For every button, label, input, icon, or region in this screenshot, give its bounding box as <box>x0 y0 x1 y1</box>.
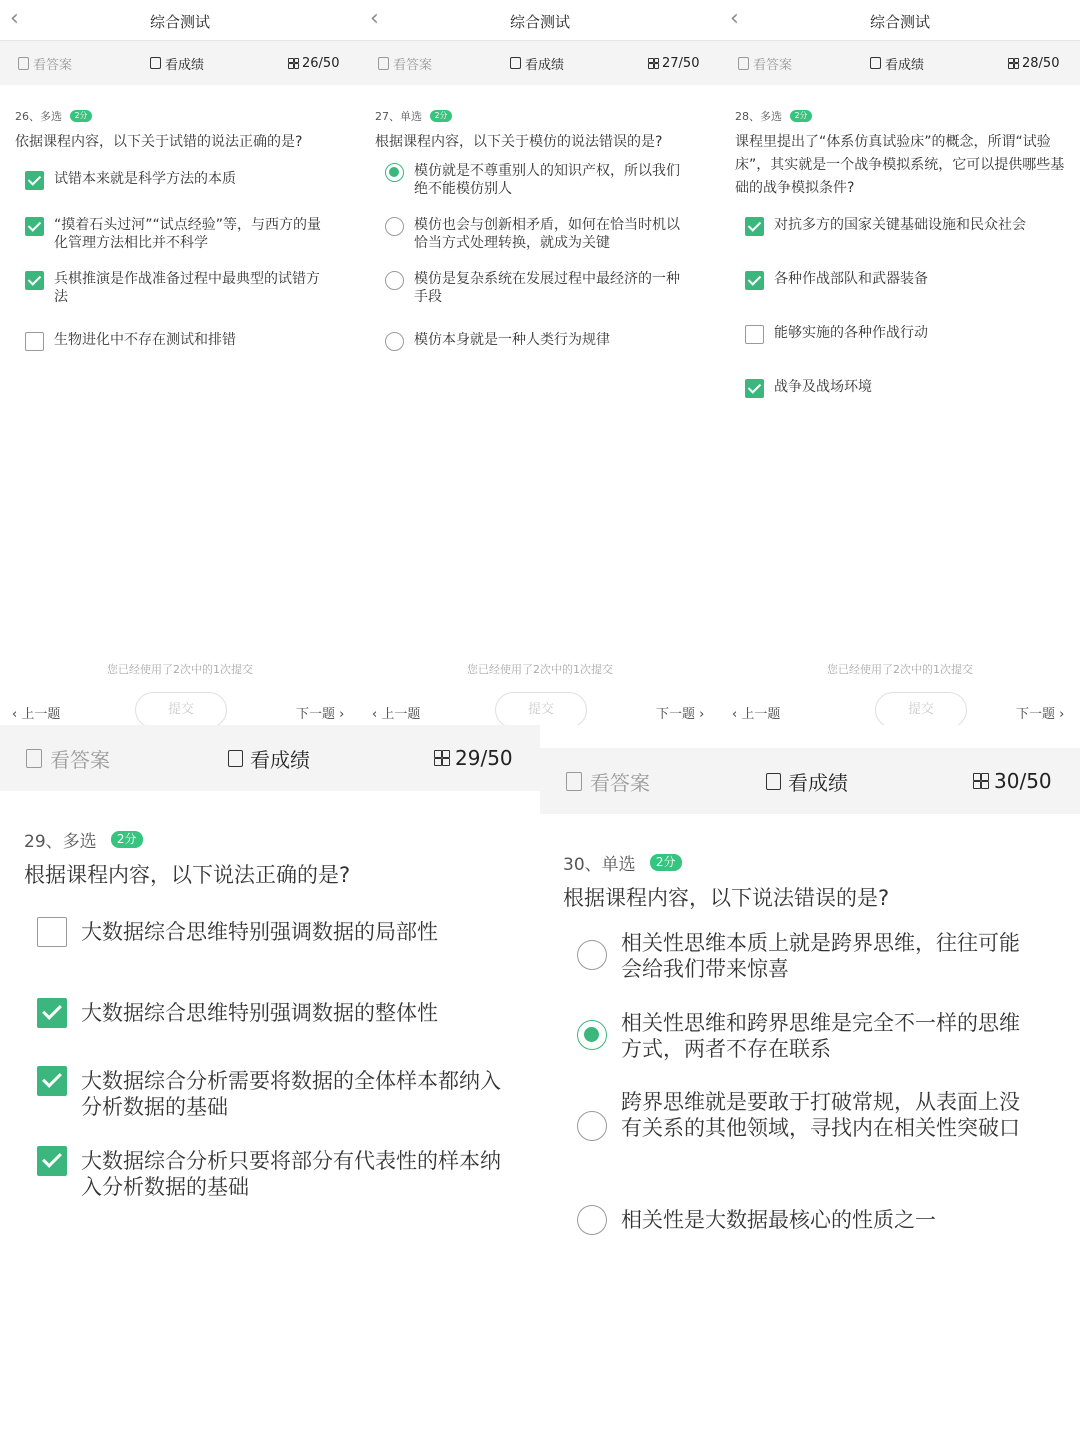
checkbox-checked-icon[interactable] <box>25 217 44 236</box>
page-title: 综合测试 <box>149 13 210 31</box>
toolbar <box>0 725 540 791</box>
view-answers-button[interactable]: 看答案 <box>18 54 72 73</box>
question-header <box>563 850 682 875</box>
checkbox-checked-icon[interactable] <box>37 1146 67 1176</box>
back-icon[interactable]: ‹ <box>10 6 19 31</box>
option-2[interactable]: “摸着石头过河”“试点经验”等，与西方的量化管理方法相比并不科学 <box>25 216 330 252</box>
question-number: 30、单选 <box>563 855 636 875</box>
option-1[interactable]: 大数据综合思维特别强调数据的局部性 <box>37 919 507 947</box>
option-2[interactable]: 模仿也会与创新相矛盾，如何在恰当时机以恰当方式处理转换，就成为关键 <box>385 216 690 252</box>
radio-selected-icon[interactable] <box>385 163 404 182</box>
option-3[interactable]: 跨界思维就是要敢于打破常规，从表面上没有关系的其他领域，寻找内在相关性突破口 <box>577 1089 1037 1141</box>
checkbox-unchecked-icon[interactable] <box>25 332 44 351</box>
option-3[interactable]: 能够实施的各种作战行动 <box>745 324 1050 344</box>
panel-q28 <box>720 0 1080 725</box>
radio-selected-icon[interactable] <box>577 1020 607 1050</box>
view-answers-button[interactable]: 看答案 <box>738 54 792 73</box>
submit-button[interactable]: 提交 <box>135 692 227 725</box>
panel-q29 <box>0 725 540 1439</box>
answer-sheet-icon <box>738 57 749 70</box>
view-answers-button[interactable]: 看答案 <box>378 54 432 73</box>
question-grid-button[interactable]: 26/50 <box>288 56 339 71</box>
submission-note: 您已经使用了2次中的1次提交 <box>107 663 253 676</box>
submit-button[interactable]: 提交 <box>495 692 587 725</box>
radio-unselected-icon[interactable] <box>385 271 404 290</box>
submission-note: 您已经使用了2次中的1次提交 <box>827 663 973 676</box>
option-4[interactable]: 相关性是大数据最核心的性质之一 <box>577 1207 1037 1235</box>
question-text: 课程里提出了“体系仿真试验床”的概念，所谓“试验床”，其实就是一个战争模拟系统，它可以提供哪些基础的战争模拟条件? <box>735 134 1065 196</box>
score-icon <box>228 750 243 767</box>
question-text: 依据课程内容，以下关于试错的说法正确的是? <box>15 134 303 150</box>
grid-icon <box>1008 58 1019 69</box>
option-1[interactable]: 试错本来就是科学方法的本质 <box>25 170 330 190</box>
score-icon <box>870 57 881 69</box>
question-number: 28、多选 <box>735 110 782 123</box>
score-icon <box>510 57 521 69</box>
option-4[interactable]: 战争及战场环境 <box>745 378 1050 398</box>
question-header <box>375 108 452 124</box>
question-grid-button[interactable]: 28/50 <box>1008 56 1059 71</box>
back-icon[interactable]: ‹ <box>730 6 739 31</box>
checkbox-unchecked-icon[interactable] <box>745 325 764 344</box>
prev-question-button[interactable]: ‹ 上一题 <box>12 707 61 722</box>
checkbox-checked-icon[interactable] <box>37 998 67 1028</box>
score-icon <box>766 773 781 790</box>
answer-sheet-icon <box>566 772 582 791</box>
question-number: 27、单选 <box>375 110 422 123</box>
option-4[interactable]: 大数据综合分析只要将部分有代表性的样本纳入分析数据的基础 <box>37 1148 507 1200</box>
checkbox-checked-icon[interactable] <box>745 379 764 398</box>
toolbar <box>360 41 720 85</box>
grid-icon <box>288 58 299 69</box>
checkbox-checked-icon[interactable] <box>37 1066 67 1096</box>
panel-q27 <box>360 0 720 725</box>
score-badge: 2分 <box>111 831 143 848</box>
next-question-button[interactable]: 下一题 › <box>656 707 705 722</box>
question-header <box>735 108 812 124</box>
view-answers-button[interactable]: 看答案 <box>566 767 650 796</box>
radio-unselected-icon[interactable] <box>385 332 404 351</box>
option-4[interactable]: 生物进化中不存在测试和排错 <box>25 331 330 351</box>
question-number: 29、多选 <box>24 832 97 852</box>
checkbox-checked-icon[interactable] <box>745 271 764 290</box>
grid-icon <box>973 773 989 789</box>
submission-note: 您已经使用了2次中的1次提交 <box>467 663 613 676</box>
view-score-button[interactable]: 看成绩 <box>510 54 564 73</box>
option-1[interactable]: 相关性思维本质上就是跨界思维，往往可能会给我们带来惊喜 <box>577 930 1037 982</box>
radio-unselected-icon[interactable] <box>577 1205 607 1235</box>
question-text: 根据课程内容，以下说法正确的是? <box>24 863 351 887</box>
toolbar <box>540 748 1080 814</box>
score-badge: 2分 <box>70 110 92 122</box>
score-badge: 2分 <box>650 854 682 871</box>
option-2[interactable]: 相关性思维和跨界思维是完全不一样的思维方式，两者不存在联系 <box>577 1010 1037 1062</box>
view-answers-button[interactable]: 看答案 <box>26 744 110 773</box>
radio-unselected-icon[interactable] <box>577 940 607 970</box>
radio-unselected-icon[interactable] <box>577 1111 607 1141</box>
title-bar <box>360 0 720 41</box>
option-3[interactable]: 兵棋推演是作战准备过程中最典型的试错方法 <box>25 270 330 306</box>
option-3[interactable]: 大数据综合分析需要将数据的全体样本都纳入分析数据的基础 <box>37 1068 507 1120</box>
option-4[interactable]: 模仿本身就是一种人类行为规律 <box>385 331 690 351</box>
title-bar <box>0 0 360 41</box>
page-title: 综合测试 <box>869 13 930 31</box>
page-title: 综合测试 <box>509 13 570 31</box>
option-1[interactable]: 模仿就是不尊重别人的知识产权，所以我们绝不能模仿别人 <box>385 162 690 198</box>
answer-sheet-icon <box>26 749 42 768</box>
question-header <box>15 108 92 124</box>
option-2[interactable]: 大数据综合思维特别强调数据的整体性 <box>37 1000 507 1028</box>
score-icon <box>150 57 161 69</box>
answer-sheet-icon <box>18 57 29 70</box>
question-header <box>24 827 143 852</box>
view-score-button[interactable]: 看成绩 <box>870 54 924 73</box>
panel-q30 <box>540 748 1080 1439</box>
question-number: 26、多选 <box>15 110 62 123</box>
prev-question-button[interactable]: ‹ 上一题 <box>372 707 421 722</box>
toolbar <box>0 41 360 85</box>
view-score-button[interactable]: 看成绩 <box>150 54 204 73</box>
next-question-button[interactable]: 下一题 › <box>296 707 345 722</box>
score-badge: 2分 <box>790 110 812 122</box>
question-grid-button[interactable]: 27/50 <box>648 56 699 71</box>
question-grid-button[interactable]: 30/50 <box>973 769 1052 793</box>
submit-button[interactable]: 提交 <box>875 692 967 725</box>
title-bar <box>720 0 1080 41</box>
question-text: 根据课程内容，以下关于模仿的说法错误的是? <box>375 134 663 150</box>
view-score-button[interactable]: 看成绩 <box>766 767 848 796</box>
option-2[interactable]: 各种作战部队和武器装备 <box>745 270 1050 290</box>
radio-unselected-icon[interactable] <box>385 217 404 236</box>
grid-icon <box>434 750 450 766</box>
checkbox-checked-icon[interactable] <box>745 217 764 236</box>
question-grid-button[interactable]: 29/50 <box>434 746 513 770</box>
toolbar <box>720 41 1080 85</box>
checkbox-unchecked-icon[interactable] <box>37 917 67 947</box>
view-score-button[interactable]: 看成绩 <box>228 744 310 773</box>
checkbox-checked-icon[interactable] <box>25 271 44 290</box>
panel-q26 <box>0 0 360 725</box>
back-icon[interactable]: ‹ <box>370 6 379 31</box>
answer-sheet-icon <box>378 57 389 70</box>
score-badge: 2分 <box>430 110 452 122</box>
question-text: 根据课程内容，以下说法错误的是? <box>563 886 890 910</box>
grid-icon <box>648 58 659 69</box>
next-question-button[interactable]: 下一题 › <box>1016 707 1065 722</box>
option-1[interactable]: 对抗多方的国家关键基础设施和民众社会 <box>745 216 1050 236</box>
option-3[interactable]: 模仿是复杂系统在发展过程中最经济的一种手段 <box>385 270 690 306</box>
prev-question-button[interactable]: ‹ 上一题 <box>732 707 781 722</box>
checkbox-checked-icon[interactable] <box>25 171 44 190</box>
